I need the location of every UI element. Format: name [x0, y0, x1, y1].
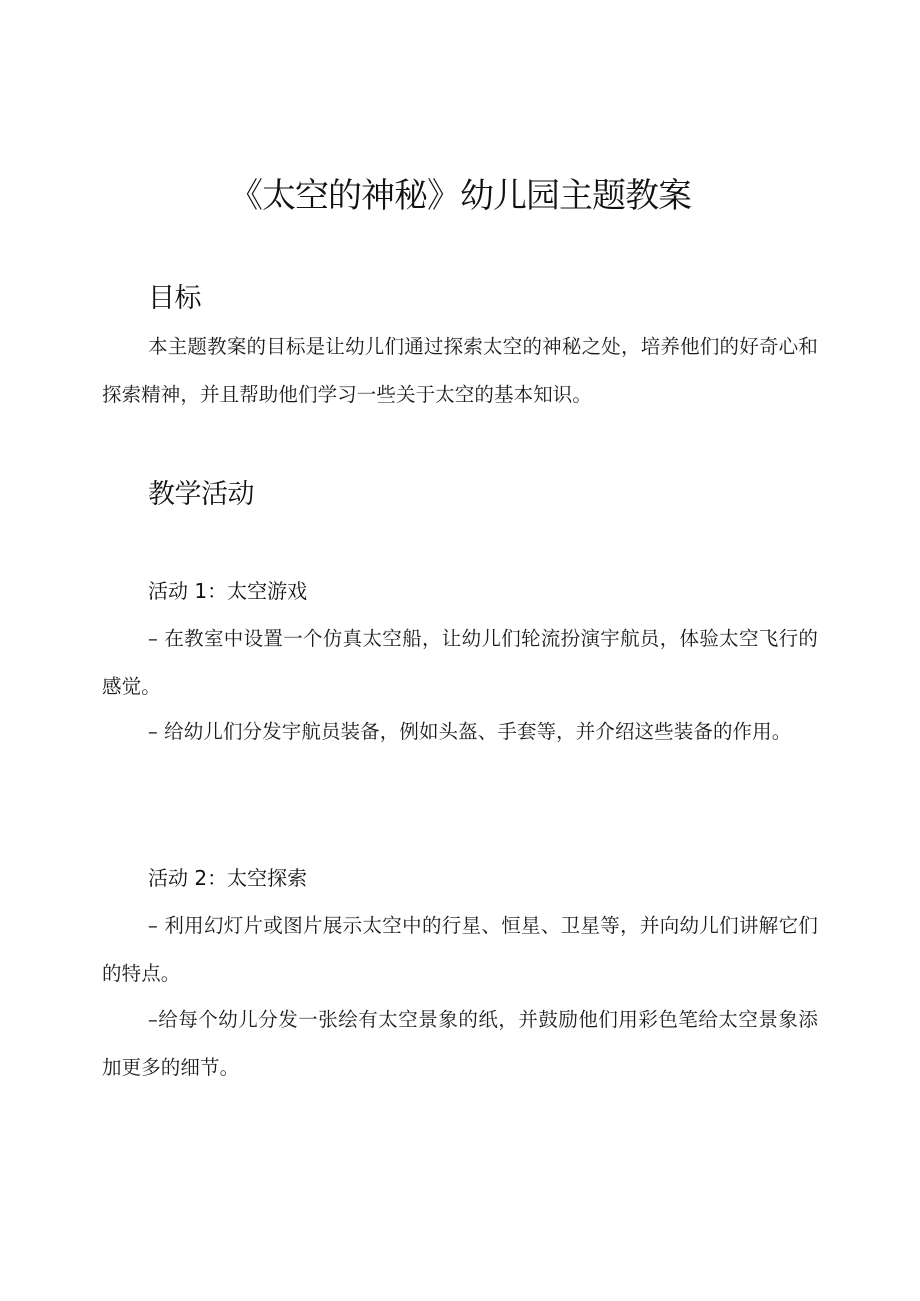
activity-2-heading: 活动 2：太空探索	[148, 866, 308, 890]
activity-1-item-2: – 给幼儿们分发宇航员装备，例如头盔、手套等，并介绍这些装备的作用。	[148, 720, 792, 743]
document-title: 《太空的神秘》幼儿园主题教案	[229, 176, 691, 216]
activities-heading: 教学活动	[148, 479, 254, 510]
goal-paragraph: 本主题教案的目标是让幼儿们通过探索太空的神秘之处，培养他们的好奇心和探索精神，并且帮助他们学习一些关于太空的基本知识。	[102, 335, 818, 406]
goal-heading: 目标	[148, 283, 201, 314]
activity-2-item-1: – 利用幻灯片或图片展示太空中的行星、恒星、卫星等，并向幼儿们讲解它们的特点。	[102, 914, 818, 985]
activity-1-item-1: – 在教室中设置一个仿真太空船，让幼儿们轮流扮演宇航员，体验太空飞行的感觉。	[102, 627, 818, 698]
activity-1-heading: 活动 1：太空游戏	[148, 579, 308, 603]
activity-2-item-2: –给每个幼儿分发一张绘有太空景象的纸，并鼓励他们用彩色笔给太空景象添加更多的细节。	[102, 1008, 818, 1079]
